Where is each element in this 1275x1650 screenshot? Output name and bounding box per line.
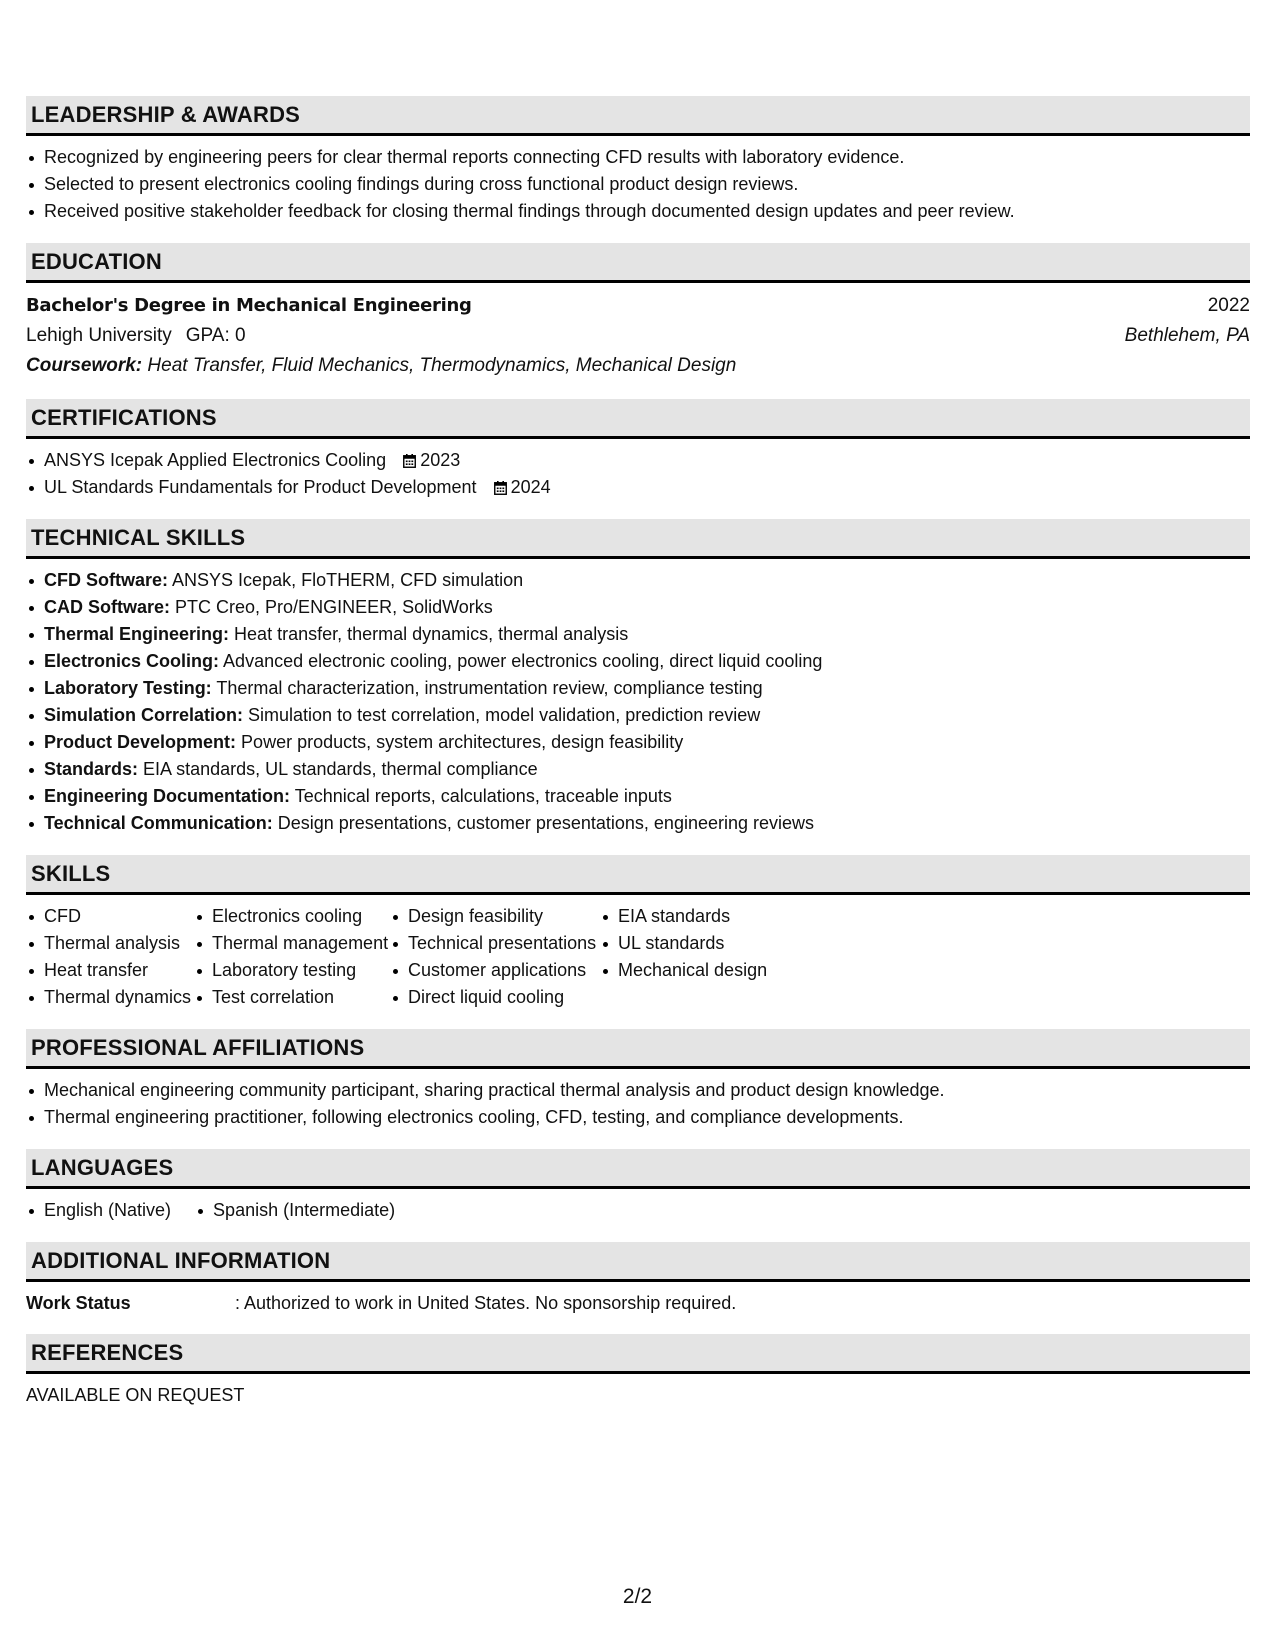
technical-skill-label: Product Development: [44, 732, 237, 752]
section-heading-education: EDUCATION [26, 243, 1250, 283]
section-heading-affiliations: PROFESSIONAL AFFILIATIONS [26, 1029, 1250, 1069]
leadership-section [26, 96, 1250, 225]
list-item: Recognized by engineering peers for clear thermal reports connecting CFD results with laboratory evidence. [26, 144, 1250, 171]
additional-info-section [26, 1242, 1250, 1316]
skills-column [600, 903, 790, 1011]
skills-grid [26, 903, 1250, 1011]
skill-item: CFD [26, 903, 194, 930]
coursework-label: Coursework: [26, 355, 143, 376]
skill-item: Laboratory testing [194, 957, 390, 984]
technical-skill-item [26, 783, 1250, 810]
certification-name: ANSYS Icepak Applied Electronics Cooling [44, 450, 387, 470]
technical-skill-item [26, 702, 1250, 729]
technical-skill-value: Power products, system architectures, design feasibility [241, 732, 684, 752]
technical-skill-item [26, 567, 1250, 594]
education-location: Bethlehem, PA [1124, 325, 1250, 346]
work-status-row [26, 1290, 1250, 1316]
skills-column [26, 903, 194, 1011]
skill-item: Design feasibility [390, 903, 600, 930]
technical-skill-value: ANSYS Icepak, FloTHERM, CFD simulation [172, 570, 524, 590]
technical-skill-value: Thermal characterization, instrumentation review, compliance testing [216, 678, 763, 698]
work-status-value: : Authorized to work in United States. No sponsorship required. [235, 1293, 737, 1313]
resume-page [26, 96, 1250, 1426]
work-status-label: Work Status [26, 1293, 131, 1313]
list-item: Selected to present electronics cooling findings during cross functional product design reviews. [26, 171, 1250, 198]
certification-year: 2024 [510, 477, 551, 497]
skill-item: Mechanical design [600, 957, 790, 984]
technical-skill-label: Electronics Cooling: [44, 651, 220, 671]
technical-skill-value: Heat transfer, thermal dynamics, thermal analysis [234, 624, 629, 644]
technical-skill-label: CAD Software: [44, 597, 171, 617]
page-number: 2/2 [622, 1585, 653, 1608]
skill-item: Heat transfer [26, 957, 194, 984]
technical-skill-value: Advanced electronic cooling, power electronics cooling, direct liquid cooling [223, 651, 823, 671]
skill-item: Technical presentations [390, 930, 600, 957]
skills-column [390, 903, 600, 1011]
affiliations-section [26, 1029, 1250, 1131]
education-section [26, 243, 1250, 381]
technical-skill-item [26, 594, 1250, 621]
certification-name: UL Standards Fundamentals for Product Development [44, 477, 477, 497]
certifications-section [26, 399, 1250, 501]
technical-skill-value: EIA standards, UL standards, thermal compliance [143, 759, 538, 779]
section-heading-technical-skills: TECHNICAL SKILLS [26, 519, 1250, 559]
technical-skill-label: Laboratory Testing: [44, 678, 212, 698]
education-degree-row [26, 291, 1250, 321]
languages-list [26, 1197, 1250, 1224]
education-school-group [26, 321, 246, 351]
technical-skills-section [26, 519, 1250, 837]
skill-item: Direct liquid cooling [390, 984, 600, 1011]
references-section [26, 1334, 1250, 1408]
skill-item: Thermal dynamics [26, 984, 194, 1011]
section-heading-languages: LANGUAGES [26, 1149, 1250, 1189]
leadership-list [26, 144, 1250, 225]
skill-item: Thermal management [194, 930, 390, 957]
coursework-value: Heat Transfer, Fluid Mechanics, Thermodynamics, Mechanical Design [147, 355, 737, 376]
technical-skill-value: Design presentations, customer presentations, engineering reviews [277, 813, 815, 833]
calendar-icon [403, 454, 416, 468]
affiliations-list [26, 1077, 1250, 1131]
technical-skill-value: PTC Creo, Pro/ENGINEER, SolidWorks [175, 597, 493, 617]
skill-item: Test correlation [194, 984, 390, 1011]
language-item: English (Native) [26, 1197, 171, 1224]
certification-year: 2023 [420, 450, 461, 470]
technical-skill-label: CFD Software: [44, 570, 169, 590]
technical-skill-label: Thermal Engineering: [44, 624, 230, 644]
technical-skill-label: Simulation Correlation: [44, 705, 244, 725]
technical-skill-item [26, 810, 1250, 837]
skill-item: Customer applications [390, 957, 600, 984]
education-school: Lehigh University [26, 325, 172, 346]
technical-skill-label: Engineering Documentation: [44, 786, 291, 806]
list-item: Mechanical engineering community participant, sharing practical thermal analysis and product design knowledge. [26, 1077, 1250, 1104]
section-heading-skills: SKILLS [26, 855, 1250, 895]
skill-item: UL standards [600, 930, 790, 957]
skill-item: EIA standards [600, 903, 790, 930]
references-text: AVAILABLE ON REQUEST [26, 1385, 245, 1405]
skills-column [194, 903, 390, 1011]
technical-skill-item [26, 675, 1250, 702]
certification-item [26, 474, 1250, 501]
certifications-list [26, 447, 1250, 501]
skill-item: Thermal analysis [26, 930, 194, 957]
section-heading-leadership: LEADERSHIP & AWARDS [26, 96, 1250, 136]
certification-item [26, 447, 1250, 474]
technical-skill-item [26, 729, 1250, 756]
education-year: 2022 [1207, 295, 1250, 316]
skill-item: Electronics cooling [194, 903, 390, 930]
education-school-row [26, 321, 1250, 351]
technical-skills-list [26, 567, 1250, 837]
technical-skill-label: Technical Communication: [44, 813, 273, 833]
technical-skill-value: Simulation to test correlation, model validation, prediction review [248, 705, 761, 725]
list-item: Thermal engineering practitioner, following electronics cooling, CFD, testing, and compliance developments. [26, 1104, 1250, 1131]
section-heading-references: REFERENCES [26, 1334, 1250, 1374]
calendar-icon [494, 481, 507, 495]
section-heading-additional-info: ADDITIONAL INFORMATION [26, 1242, 1250, 1282]
skills-section [26, 855, 1250, 1011]
language-item: Spanish (Intermediate) [195, 1197, 395, 1224]
technical-skill-label: Standards: [44, 759, 139, 779]
education-gpa: GPA: 0 [185, 325, 246, 346]
technical-skill-item [26, 621, 1250, 648]
technical-skill-item [26, 756, 1250, 783]
section-heading-certifications: CERTIFICATIONS [26, 399, 1250, 439]
education-coursework [26, 351, 1250, 381]
technical-skill-item [26, 648, 1250, 675]
technical-skill-value: Technical reports, calculations, traceable inputs [294, 786, 672, 806]
education-degree: Bachelor's Degree in Mechanical Engineering [26, 295, 472, 316]
languages-section [26, 1149, 1250, 1224]
list-item: Received positive stakeholder feedback for closing thermal findings through documented design updates and peer review. [26, 198, 1250, 225]
